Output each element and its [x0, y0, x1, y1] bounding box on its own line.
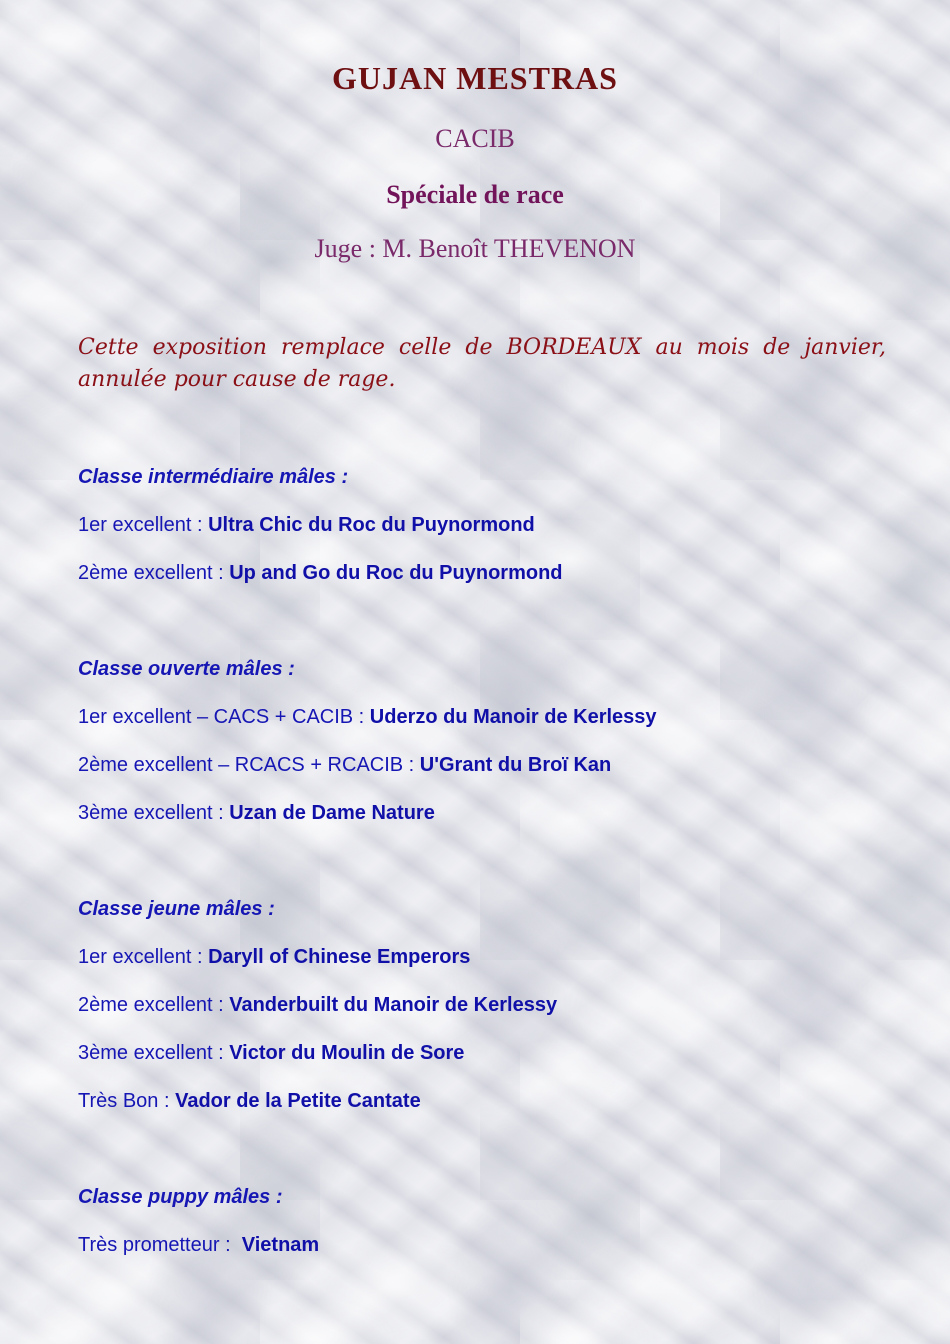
- dog-name: Vanderbuilt du Manoir de Kerlessy: [229, 994, 558, 1016]
- dog-name: Ultra Chic du Roc du Puynormond: [208, 514, 535, 536]
- class-heading-intermediate: Classe intermédiaire mâles :: [78, 466, 349, 488]
- result-row: [78, 802, 435, 825]
- dog-name: Victor du Moulin de Sore: [229, 1042, 465, 1064]
- dog-name: U'Grant du Broï Kan: [419, 754, 612, 776]
- result-row: [78, 946, 470, 969]
- show-specialty: Spéciale de race: [386, 180, 564, 209]
- show-type: CACIB: [435, 124, 515, 153]
- page-title: GUJAN MESTRAS: [332, 60, 618, 96]
- result-award: 2ème excellent – RCACS + RCACIB :: [78, 754, 420, 776]
- result-row: [78, 706, 657, 729]
- class-heading-young: Classe jeune mâles :: [78, 898, 275, 920]
- dog-name: Vietnam: [241, 1234, 320, 1256]
- result-award: Très prometteur :: [78, 1234, 242, 1256]
- result-award: 2ème excellent :: [78, 994, 230, 1016]
- exhibition-note: Cette exposition remplace celle de BORDEAUX au mois de janvier, annulée pour cause de rage.: [78, 335, 886, 392]
- dog-name: Daryll of Chinese Emperors: [208, 946, 471, 968]
- dog-name: Up and Go du Roc du Puynormond: [229, 562, 563, 584]
- dog-name: Uzan de Dame Nature: [229, 802, 435, 824]
- result-award: Très Bon :: [78, 1090, 176, 1112]
- result-award: 1er excellent – CACS + CACIB :: [78, 706, 370, 728]
- result-row: [78, 562, 563, 585]
- result-row: [78, 514, 535, 537]
- dog-name: Uderzo du Manoir de Kerlessy: [369, 706, 657, 728]
- class-heading-open: Classe ouverte mâles :: [78, 658, 295, 680]
- result-row: [78, 1234, 319, 1257]
- result-row: [78, 754, 611, 777]
- result-award: 3ème excellent :: [78, 1042, 230, 1064]
- result-award: 1er excellent :: [78, 514, 209, 536]
- result-award: 1er excellent :: [78, 946, 209, 968]
- judge-line: Juge : M. Benoît THEVENON: [314, 234, 636, 263]
- result-award: 2ème excellent :: [78, 562, 230, 584]
- result-row: [78, 994, 557, 1017]
- result-award: 3ème excellent :: [78, 802, 230, 824]
- class-heading-puppy: Classe puppy mâles :: [78, 1186, 283, 1208]
- dog-name: Vador de la Petite Cantate: [175, 1090, 421, 1112]
- result-row: [78, 1042, 464, 1065]
- result-row: [78, 1090, 421, 1113]
